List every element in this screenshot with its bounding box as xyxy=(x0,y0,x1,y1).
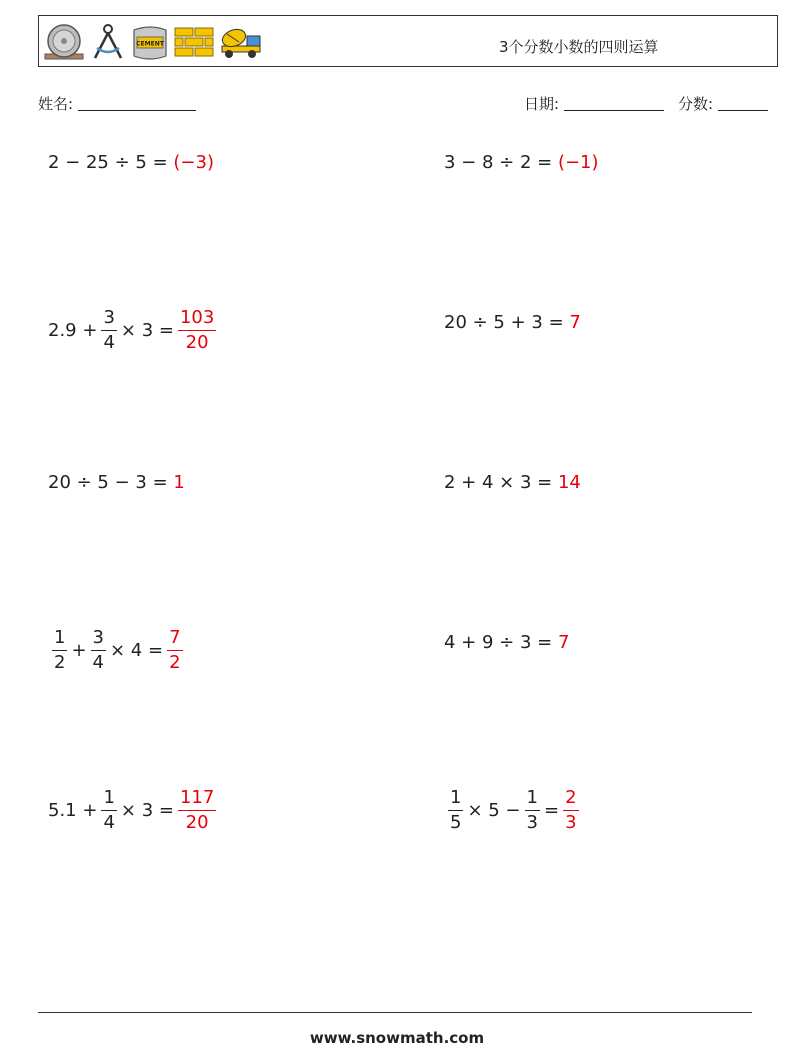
name-field xyxy=(38,93,196,114)
denominator: 3 xyxy=(526,811,538,833)
numerator: 3 xyxy=(91,629,106,651)
answer-denominator: 3 xyxy=(565,811,577,833)
answer: 1 xyxy=(173,471,185,493)
problem-2 xyxy=(444,132,599,192)
question: 20 ÷ 5 + 3 = xyxy=(444,311,564,333)
operator: × 3 = xyxy=(120,319,174,341)
question: 2 + 4 × 3 = xyxy=(444,471,553,493)
score-label: 分数: xyxy=(678,95,714,113)
answer-numerator: 2 xyxy=(563,789,578,811)
date-label: 日期: xyxy=(524,95,560,113)
name-label: 姓名: xyxy=(38,95,74,113)
denominator: 4 xyxy=(103,811,115,833)
answer: 7 xyxy=(569,311,581,333)
cement-mixer-truck-icon xyxy=(219,22,263,62)
problem-7 xyxy=(48,620,187,680)
fraction xyxy=(101,786,116,833)
answer-denominator: 20 xyxy=(185,811,209,833)
answer: (−3) xyxy=(173,151,214,173)
problem-5 xyxy=(48,452,185,512)
answer-numerator: 117 xyxy=(178,789,216,811)
fraction xyxy=(52,626,67,673)
compass-icon xyxy=(89,22,127,62)
numerator: 3 xyxy=(101,309,116,331)
operand: 5.1 + xyxy=(48,799,98,821)
answer: 14 xyxy=(557,471,581,493)
brick-wall-icon xyxy=(173,22,215,62)
problem-10 xyxy=(444,780,583,840)
answer-denominator: 20 xyxy=(185,331,209,353)
date-blank xyxy=(564,96,664,111)
question: 20 ÷ 5 − 3 = xyxy=(48,471,168,493)
numerator: 1 xyxy=(101,789,116,811)
header-icons xyxy=(43,22,263,62)
header-box xyxy=(38,15,778,67)
saw-blade-icon xyxy=(43,22,85,62)
question: 4 + 9 ÷ 3 = xyxy=(444,631,553,653)
operator: × 3 = xyxy=(120,799,174,821)
operator: + xyxy=(71,639,87,661)
problem-6 xyxy=(444,452,581,512)
answer-denominator: 2 xyxy=(169,651,181,673)
score-field xyxy=(678,93,768,114)
answer-fraction xyxy=(178,786,216,833)
operator: × 4 = xyxy=(110,639,164,661)
denominator: 4 xyxy=(103,331,115,353)
operator: × 5 − xyxy=(467,799,521,821)
fraction xyxy=(101,306,116,353)
numerator: 1 xyxy=(52,629,67,651)
numerator: 1 xyxy=(525,789,540,811)
footer-website[interactable]: www.snowmath.com xyxy=(309,1029,485,1047)
fraction xyxy=(525,786,540,833)
footer-divider xyxy=(38,1012,752,1013)
worksheet-title: 3个分数小数的四则运算 xyxy=(499,38,659,56)
date-field xyxy=(524,93,664,114)
denominator: 5 xyxy=(450,811,462,833)
operator: = xyxy=(543,799,560,821)
numerator: 1 xyxy=(448,789,463,811)
answer-fraction xyxy=(178,306,216,353)
cement-bag-icon xyxy=(131,22,169,62)
answer-fraction xyxy=(563,786,578,833)
answer-numerator: 103 xyxy=(178,309,216,331)
fraction xyxy=(91,626,106,673)
problem-9 xyxy=(48,780,220,840)
answer-fraction xyxy=(167,626,182,673)
svg-text:CEMENT: CEMENT xyxy=(136,40,164,48)
answer-numerator: 7 xyxy=(167,629,182,651)
fraction xyxy=(448,786,463,833)
problem-4 xyxy=(444,292,581,352)
denominator: 2 xyxy=(54,651,66,673)
problem-1 xyxy=(48,132,214,192)
problem-8 xyxy=(444,612,569,672)
operand: 2.9 + xyxy=(48,319,98,341)
answer: 7 xyxy=(557,631,570,653)
problem-3 xyxy=(48,300,220,360)
name-blank xyxy=(78,96,196,111)
question: 2 − 25 ÷ 5 = xyxy=(48,151,168,173)
denominator: 4 xyxy=(92,651,104,673)
question: 3 − 8 ÷ 2 = xyxy=(444,151,553,173)
score-blank xyxy=(718,96,768,111)
answer: (−1) xyxy=(557,151,599,173)
